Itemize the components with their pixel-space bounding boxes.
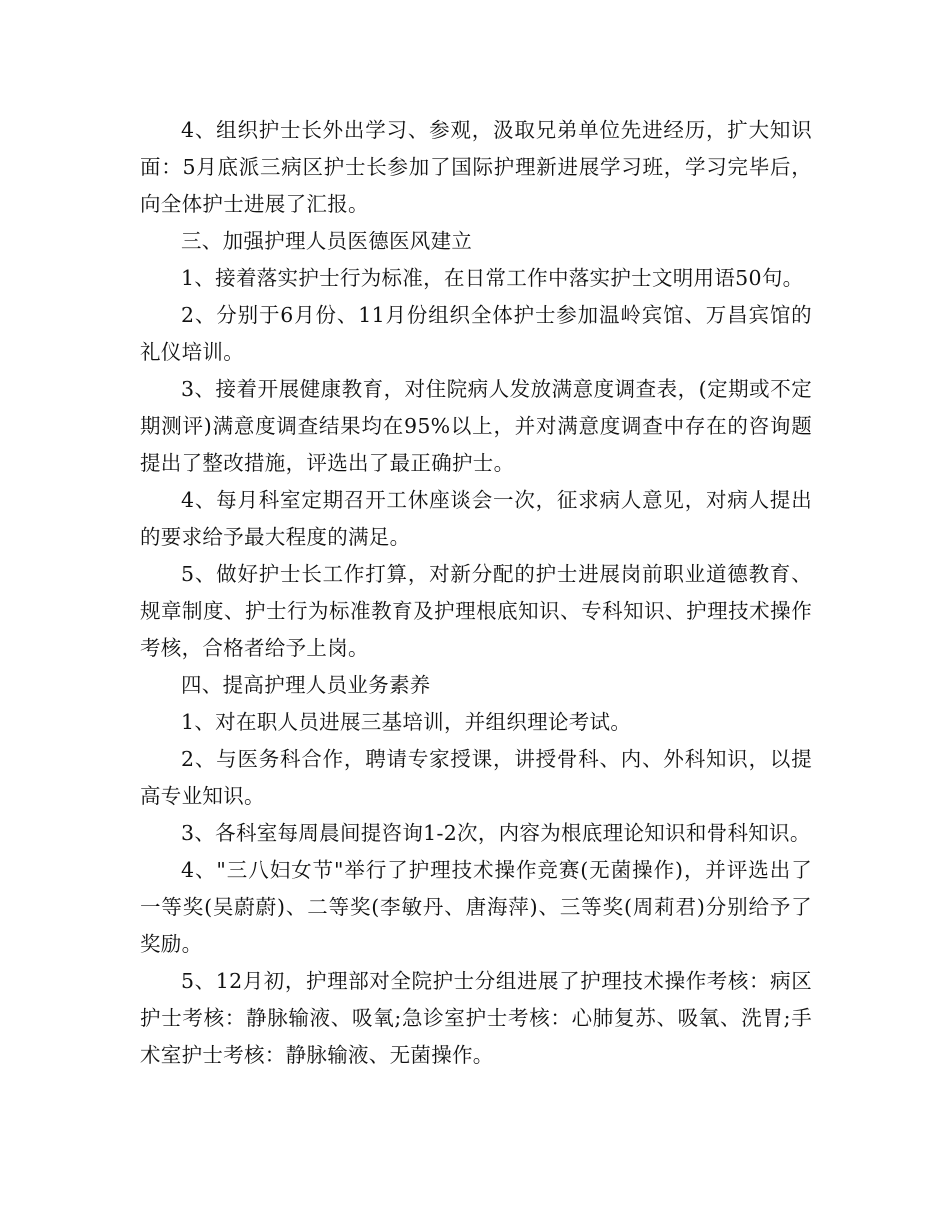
paragraph-4: 3、接着开展健康教育，对住院病人发放满意度调查表，(定期或不定期测评)满意度调查结果均在95%以上，并对满意度调查中存在的咨询题提出了整改措施，评选出了最正确护士。: [140, 377, 812, 475]
paragraph-2: 1、接着落实护士行为标准，在日常工作中落实护士文明用语50句。: [181, 266, 804, 290]
paragraph-5: 4、每月科室定期召开工休座谈会一次，征求病人意见，对病人提出的要求给予最大程度的满足。: [140, 488, 812, 549]
document-page: [140, 112, 812, 1074]
paragraph-9: 3、各科室每周晨间提咨询1-2次，内容为根底理论知识和骨科知识。: [181, 821, 811, 845]
section-heading-3: 三、加强护理人员医德医风建立: [181, 229, 473, 253]
paragraph-3: 2、分别于6月份、11月份组织全体护士参加温岭宾馆、万昌宾馆的礼仪培训。: [140, 303, 812, 364]
section-heading-4: 四、提高护理人员业务素养: [181, 673, 431, 697]
paragraph-8: 2、与医务科合作，聘请专家授课，讲授骨科、内、外科知识，以提高专业知识。: [140, 747, 812, 808]
paragraph-1: 4、组织护士长外出学习、参观，汲取兄弟单位先进经历，扩大知识面：5月底派三病区护士长参加了国际护理新进展学习班，学习完毕后，向全体护士进展了汇报。: [140, 118, 812, 216]
paragraph-7: 1、对在职人员进展三基培训，并组织理论考试。: [181, 710, 632, 734]
paragraph-10: 4、"三八妇女节"举行了护理技术操作竞赛(无菌操作)，并评选出了一等奖(吴蔚蔚)、二等奖(李敏丹、唐海萍)、三等奖(周莉君)分别给予了奖励。: [140, 858, 812, 956]
paragraph-6: 5、做好护士长工作打算，对新分配的护士进展岗前职业道德教育、规章制度、护士行为标准教育及护理根底知识、专科知识、护理技术操作考核，合格者给予上岗。: [140, 562, 812, 660]
paragraph-11: 5、12月初，护理部对全院护士分组进展了护理技术操作考核：病区护士考核：静脉输液、吸氧;急诊室护士考核：心肺复苏、吸氧、洗胃;手术室护士考核：静脉输液、无菌操作。: [140, 969, 812, 1067]
